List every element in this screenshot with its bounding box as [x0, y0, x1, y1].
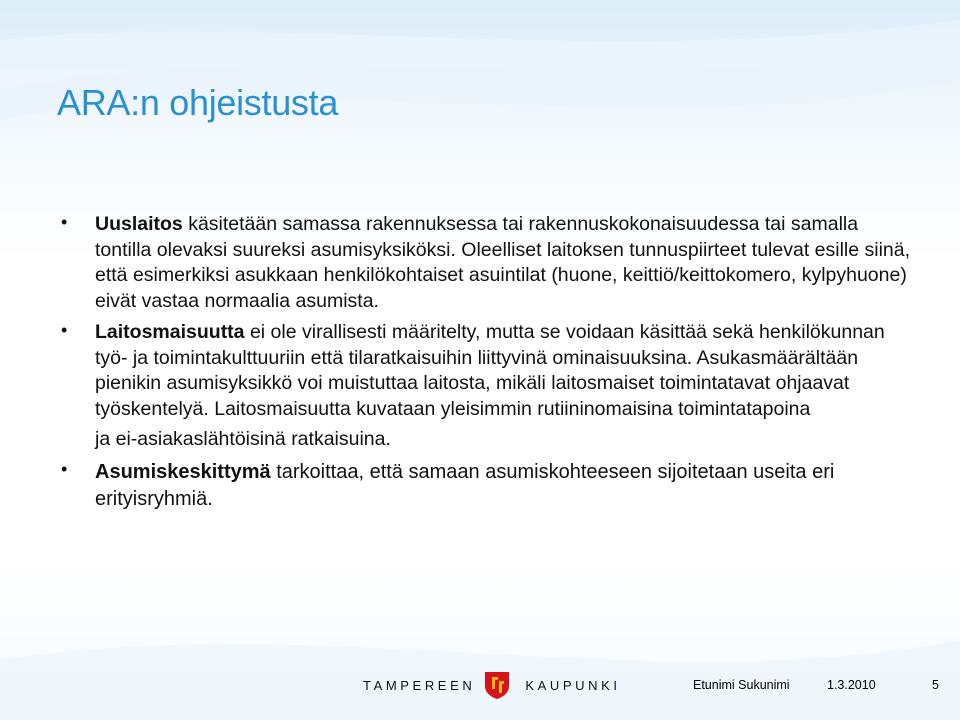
slide-title: ARA:n ohjeistusta [57, 82, 339, 123]
bullet-dot-icon: • [61, 458, 68, 479]
bullet-text: käsitetään samassa rakennuksessa tai rakennuskokonaisuudessa tai samalla tontilla olevaksi suureksi asumisyksiköksi. Oleelliset laitoksen tunnuspiirteet tulevat esille siinä, että esimerkiksi asukkaan henkilökohtaiset asuintilat (huone, keittiö/keittokomero, kylpyhuone) eivät vastaa normaalia asumista. [95, 213, 911, 312]
bullet-dot-icon: • [61, 320, 68, 340]
city-logo [363, 672, 621, 698]
bullet-dot-icon: • [61, 212, 68, 232]
logo-word-left: TAMPEREEN [363, 677, 476, 693]
bullet-text: ei ole virallisesti määritelty, mutta se voidaan käsittää sekä henkilökunnan työ- ja toimintakulttuuriin että tilaratkaisuihin liittyvinä ominaisuuksina. Asukasmäärältään pienikin asumisyksikkö voi muistuttaa laitosta, mikäli laitosmaiset toimintatavat ohjaavat työskentelyä. Laitosmaisuutta kuvataan yleisimmin rutiininomaisina toimintatapoina [95, 321, 885, 420]
bullet-term: Uuslaitos [95, 213, 183, 235]
bullet-term: Asumiskeskittymä [95, 460, 271, 483]
bullet-item-laitosmaisuutta [55, 320, 915, 453]
bullet-item-uuslaitos [55, 212, 915, 314]
logo-word-right: KAUPUNKI [525, 677, 621, 693]
bullet-list [55, 212, 915, 519]
footer-page-number: 5 [932, 678, 939, 692]
bullet-term: Laitosmaisuutta [95, 321, 245, 343]
bullet-text: tarkoittaa, että samaan asumiskohteeseen sijoitetaan useita eri erityisryhmiä. [95, 460, 835, 510]
bullet-item-asumiskeskittyma [55, 459, 915, 513]
coat-of-arms-icon [483, 670, 511, 700]
footer-date: 1.3.2010 [827, 678, 876, 692]
bullet-text-continuation: ja ei-asiakaslähtöisinä ratkaisuina. [95, 428, 391, 450]
footer-author: Etunimi Sukunimi [693, 678, 790, 692]
